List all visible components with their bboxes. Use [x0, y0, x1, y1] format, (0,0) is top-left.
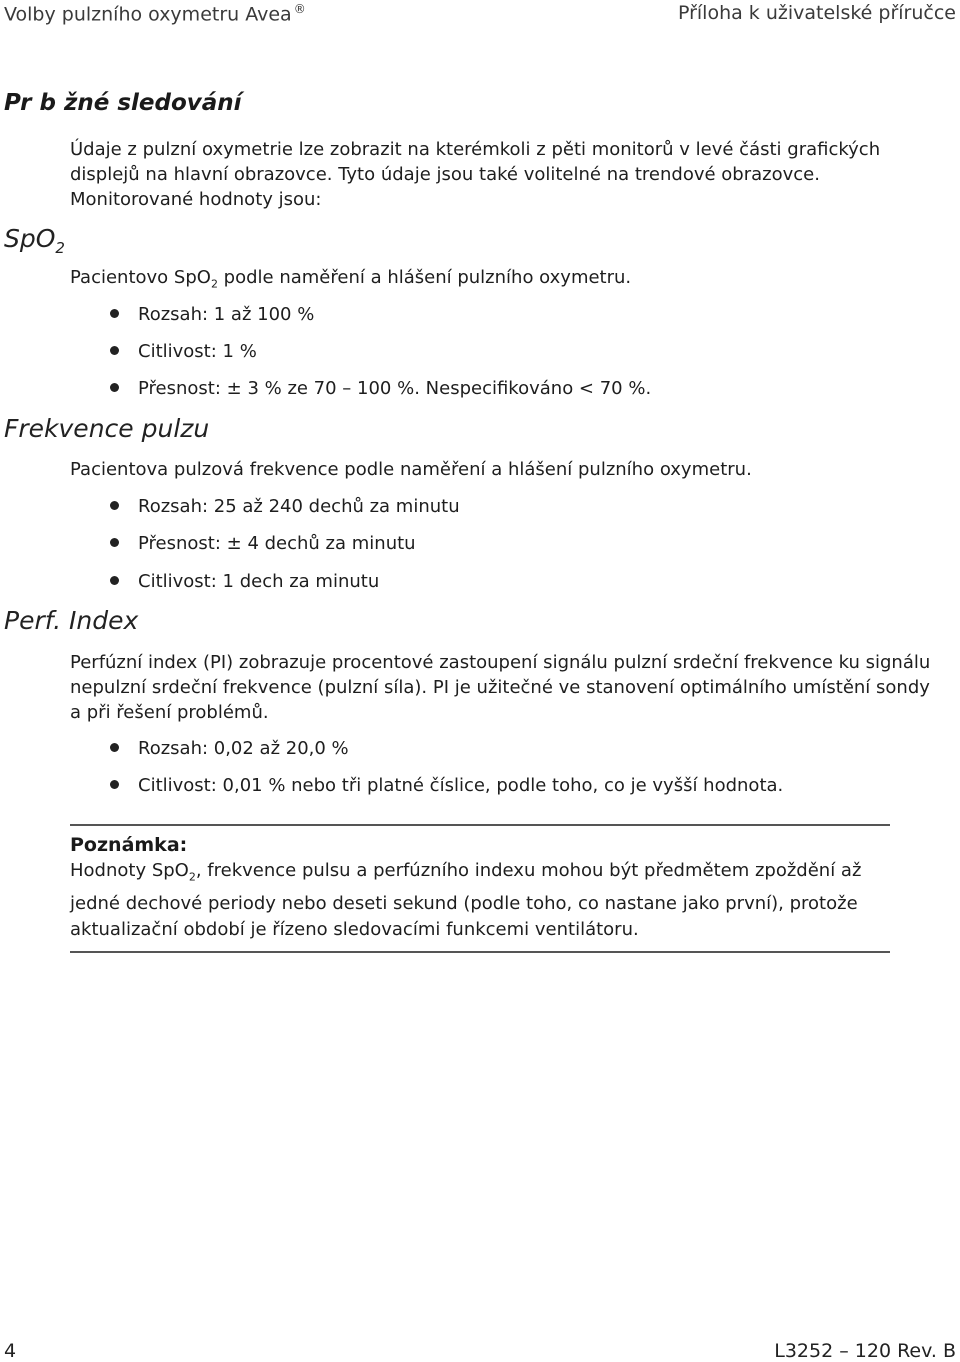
spo2-heading-main: SpO [4, 224, 56, 253]
note-text [70, 858, 890, 943]
page-number: 4 [4, 1340, 17, 1362]
list-item [110, 378, 651, 399]
header-title [4, 2, 306, 25]
note-text-before: Hodnoty SpO [70, 860, 189, 881]
bullet-text: Přesnost: ± 3 % ze 70 – 100 %. Nespecifikováno < 70 %. [138, 378, 652, 399]
intro-paragraph: Údaje z pulzní oxymetrie lze zobrazit na kterémkoli z pěti monitorů v levé části grafických displejů na hlavní obrazovce. Tyto údaje jsou také volitelné na trendové obrazovce. Monitorované hodnoty jsou: [70, 139, 881, 210]
spo2-heading [4, 224, 65, 257]
header-subtitle: Příloha k uživatelské příručce [677, 2, 956, 24]
spo2-desc-before: Pacientovo SpO [70, 267, 211, 288]
perf-index-description: Perfúzní index (PI) zobrazuje procentové zastoupení signálu pulzní srdeční frekvence ku signálu nepulzní srdeční frekvence (pulzní síla). PI je užitečné ve stanovení optimálního umístění sondy a při řešení problémů. [70, 652, 931, 723]
list-item [110, 533, 416, 554]
bullet-dot-icon [110, 743, 119, 752]
bullet-dot-icon [110, 501, 119, 510]
bullet-text: Přesnost: ± 4 dechů za minutu [138, 533, 416, 554]
spo2-heading-sub: 2 [55, 239, 65, 257]
list-item [110, 775, 783, 796]
list-item [110, 738, 349, 759]
list-item [110, 341, 257, 362]
bullet-text: Citlivost: 1 dech za minutu [138, 571, 380, 592]
pulse-heading: Frekvence pulzu [4, 414, 210, 443]
document-id: L3252 – 120 Rev. B [774, 1340, 956, 1362]
bullet-text: Rozsah: 25 až 240 dechů za minutu [138, 496, 460, 517]
bullet-dot-icon [110, 309, 119, 318]
bullet-dot-icon [110, 346, 119, 355]
bullet-text: Citlivost: 0,01 % nebo tři platné číslice, podle toho, co je vyšší hodnota. [138, 775, 784, 796]
bullet-dot-icon [110, 538, 119, 547]
list-item [110, 571, 379, 592]
bullet-text: Rozsah: 0,02 až 20,0 % [138, 738, 349, 759]
section-title: Pr b žné sledování [4, 90, 242, 116]
list-item [110, 304, 314, 325]
spo2-description [70, 265, 940, 297]
spo2-desc-after: podle naměření a hlášení pulzního oxymetru. [217, 267, 632, 288]
bullet-dot-icon [110, 576, 119, 585]
bullet-dot-icon [110, 780, 119, 789]
pulse-description: Pacientova pulzová frekvence podle naměření a hlášení pulzního oxymetru. [70, 459, 752, 480]
note-box [70, 824, 890, 953]
registered-mark: ® [293, 2, 306, 16]
list-item [110, 496, 460, 517]
bullet-text: Rozsah: 1 až 100 % [138, 304, 315, 325]
note-text-sub: 2 [188, 870, 196, 884]
note-title: Poznámka: [70, 834, 188, 856]
bullet-text: Citlivost: 1 % [138, 341, 257, 362]
bullet-dot-icon [110, 383, 119, 392]
note-text-after: , frekvence pulsu a perfúzního indexu mohou být předmětem zpoždění až jedné dechové periody nebo deseti sekund (podle toho, co nastane jako první), protože aktualizační období je řízeno sledovacími funkcemi ventilátoru. [70, 860, 862, 940]
spo2-desc-sub: 2 [210, 277, 218, 291]
header-title-text: Volby pulzního oxymetru Avea [4, 3, 292, 26]
perf-index-heading: Perf. Index [4, 606, 139, 635]
